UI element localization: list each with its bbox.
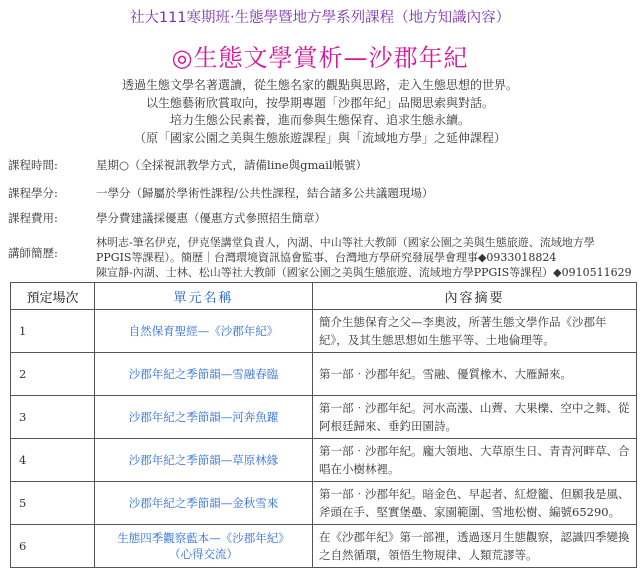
content-summary: 第一部‧沙郡年紀。河水高漲、山薺、大果櫟、空中之舞、從阿根廷歸來、垂釣田園詩。 [313, 396, 637, 439]
session-number: 1 [11, 310, 95, 353]
course-credit-label: 課程學分: [8, 186, 58, 200]
teacher-bio-line: 林明志-筆名伊克，伊克堡講堂負責人，內湖、中山等社大教師（國家公園之美與生態旅遊、流域地方學 [96, 236, 595, 249]
course-credit-value: 一學分（歸屬於學術性課程/公共性課程，結合諸多公共議題現場） [96, 186, 434, 200]
unit-name: 沙郡年紀之季節韻—河奔魚躍 [95, 396, 313, 439]
table-row [11, 310, 637, 353]
table-row [11, 353, 637, 396]
session-number: 5 [11, 482, 95, 525]
course-time-label: 課程時間: [8, 158, 58, 172]
session-number: 2 [11, 353, 95, 396]
unit-name: 沙郡年紀之季節韻—金秋雪來 [95, 482, 313, 525]
course-series-header: 社大111寒期班‧生態學暨地方學系列課程（地方知識內容） [129, 10, 511, 26]
header-summary: 內容摘要 [313, 283, 637, 310]
teacher-bio-text [96, 235, 632, 280]
table-row [11, 396, 637, 439]
intro-line: （原「國家公園之美與生態旅遊課程」與「流域地方學」之延伸課程） [133, 130, 506, 145]
header-unit-name: 單元名稱 [95, 283, 313, 310]
unit-name: 生態四季觀察藍本—《沙郡年紀》 [117, 531, 290, 545]
content-summary: 在《沙郡年紀》第一部裡，透過逐月生態觀察，認識四季變換之自然循環，領悟生物規律、人類荒謬等。 [313, 525, 637, 568]
content-summary: 第一部‧沙郡年紀。雪融、優質橡木、大雁歸來。 [313, 353, 637, 396]
table-row [11, 439, 637, 482]
intro-line: 培力生態公民素養，進而參與生態保育、追求生態永續。 [169, 113, 470, 127]
course-time-value: 星期○（全採視訊教學方式，請備line與gmail帳號） [96, 158, 368, 172]
page-title: ◎生態文學賞析—沙郡年紀 [171, 44, 469, 72]
table-row [11, 525, 637, 568]
content-summary: 第一部‧沙郡年紀。暗金色、早起者、紅燈籠、但願我是風、斧頭在手、堅實堡壘、家園範圍、雪地松樹、編號65290。 [313, 482, 637, 525]
course-fee-label: 課程費用: [8, 211, 58, 225]
unit-name: 沙郡年紀之季節韻—雪融春臨 [95, 353, 313, 396]
content-summary: 第一部‧沙郡年紀。龐大領地、大草原生日、青青河畔草、合唱在小樹林裡。 [313, 439, 637, 482]
intro-line: 透過生態文學名著選讀，從生態名家的觀點與思路，走入生態思想的世界。 [121, 78, 518, 92]
header-session: 預定場次 [11, 283, 95, 310]
content-summary: 簡介生態保育之父—李奧波，所著生態文學作品《沙郡年紀》，及其生態思想如生態平等、土地倫理等。 [313, 310, 637, 353]
session-number: 3 [11, 396, 95, 439]
teacher-bio-line: PPGIS等課程）。簡歷｜台灣環境資訊協會監事、台灣地方學研究發展學會理事◆0933018824 [96, 251, 557, 264]
course-fee-value: 學分費建議採優惠（優惠方式參照招生簡章） [96, 211, 326, 225]
intro-line: 以生態藝術欣賞取向，按學期專題「沙郡年紀」品閱思索與對話。 [145, 95, 494, 110]
unit-name-cell [95, 525, 313, 568]
session-number: 6 [11, 525, 95, 568]
intro-paragraph [0, 77, 640, 147]
table-header-row [11, 283, 637, 310]
unit-name: 自然保育聖經—《沙郡年紀》 [95, 310, 313, 353]
unit-name-note: （心得交流） [169, 547, 238, 561]
table-row [11, 482, 637, 525]
session-number: 4 [11, 439, 95, 482]
teacher-bio-line: 陳宣靜-內湖、士林、松山等社大教師（國家公園之美與生態旅遊、流域地方學PPGIS等課程）◆0910511629 [96, 266, 632, 279]
unit-name: 沙郡年紀之季節韻—草原林緣 [95, 439, 313, 482]
course-schedule-table [10, 282, 637, 568]
teacher-bio-label: 講師簡歷: [8, 246, 58, 260]
